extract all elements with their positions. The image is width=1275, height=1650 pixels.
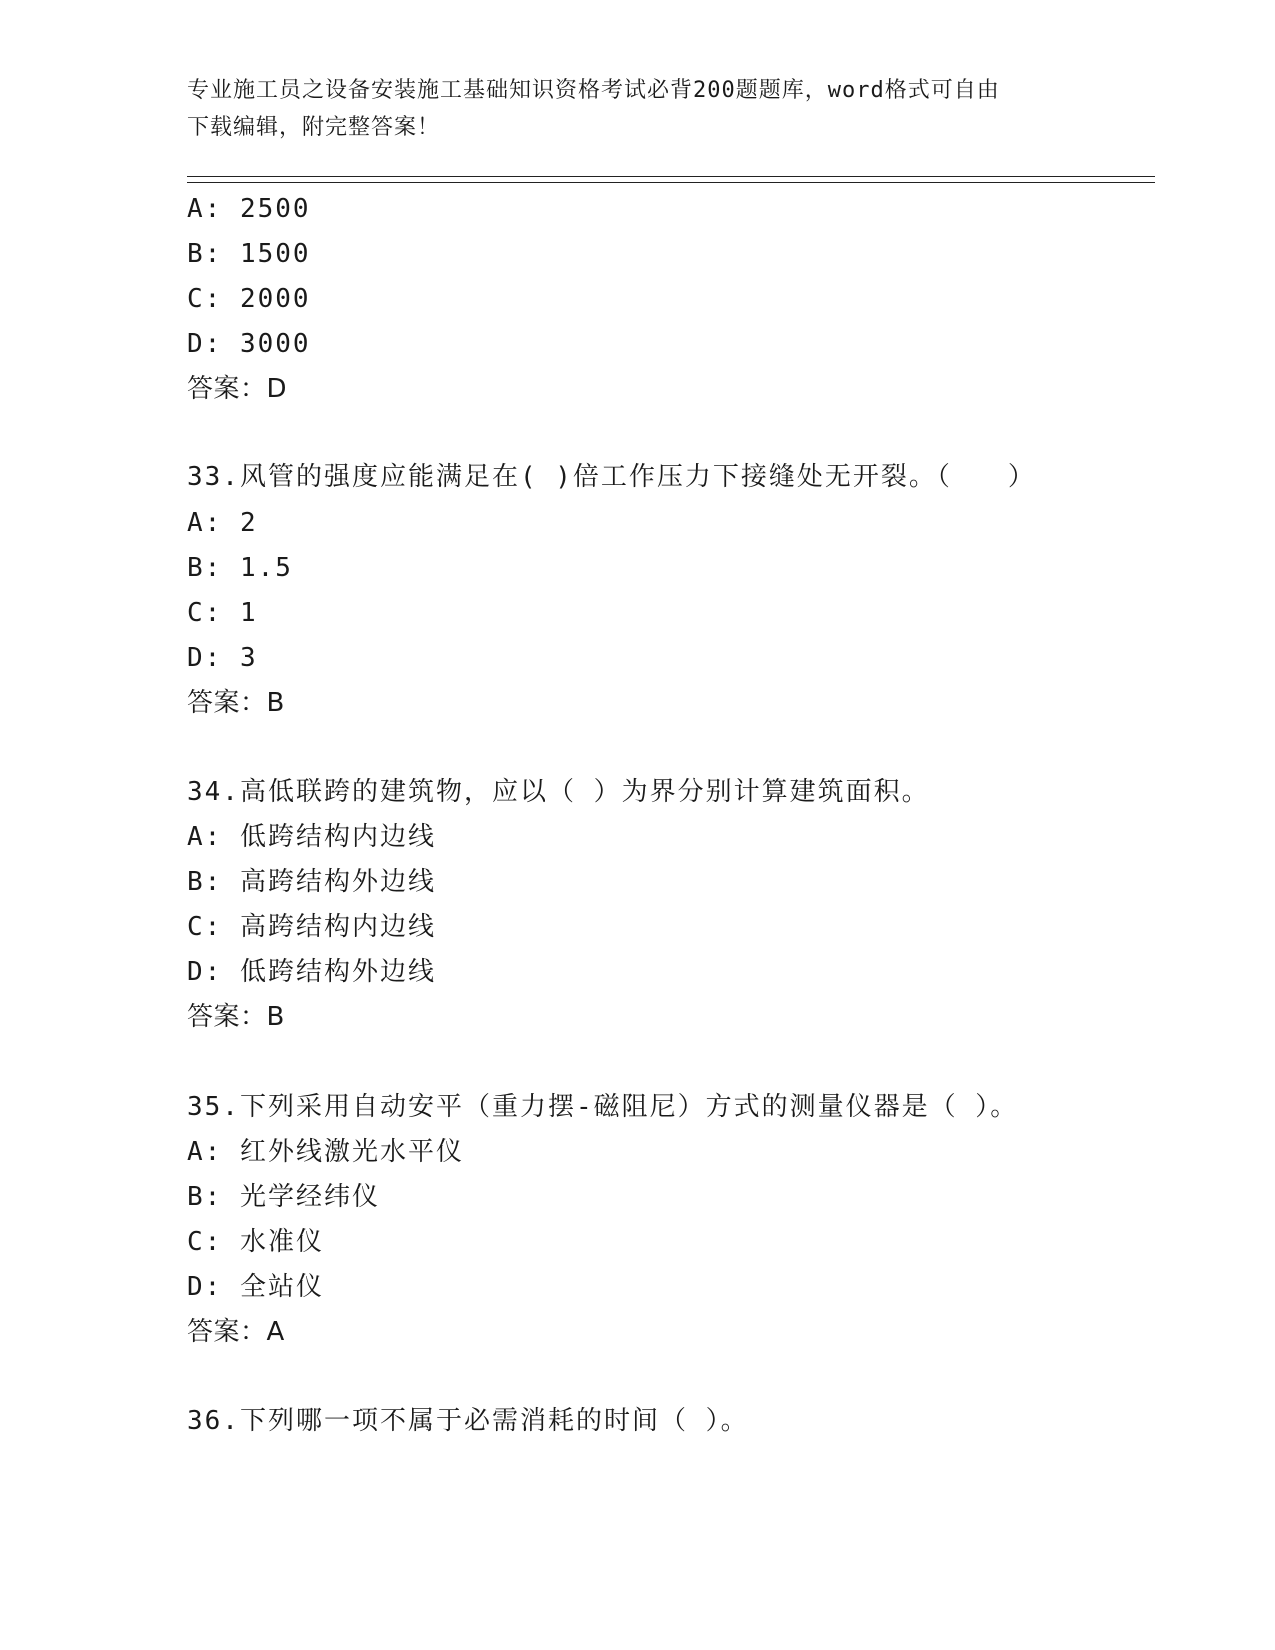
header-divider-bottom (187, 182, 1155, 183)
question-35-option-a: A: 红外线激光水平仪 (187, 1137, 464, 1167)
header-line-1: 专业施工员之设备安装施工基础知识资格考试必背200题题库，word格式可自由 (187, 78, 1000, 103)
prev-option-c: C: 2000 (187, 284, 311, 314)
question-33-option-b: B: 1.5 (187, 553, 293, 583)
question-35-option-c: C: 水准仪 (187, 1227, 324, 1257)
question-34-stem: 34.高低联跨的建筑物，应以（ ）为界分别计算建筑面积。 (187, 777, 930, 807)
question-35-answer: 答案：A (187, 1317, 285, 1347)
question-33-option-c: C: 1 (187, 598, 258, 628)
header-line-2: 下载编辑，附完整答案！ (187, 115, 441, 140)
question-34-option-a: A: 低跨结构内边线 (187, 822, 436, 852)
question-35-option-d: D: 全站仪 (187, 1272, 324, 1302)
question-34-option-c: C: 高跨结构内边线 (187, 912, 436, 942)
question-33-stem: 33.风管的强度应能满足在( )倍工作压力下接缝处无开裂。（ ） (187, 462, 1036, 492)
question-33-option-d: D: 3 (187, 643, 258, 673)
question-34-option-b: B: 高跨结构外边线 (187, 867, 436, 897)
question-35-stem: 35.下列采用自动安平（重力摆-磁阻尼）方式的测量仪器是（ ）。 (187, 1092, 1019, 1122)
header-divider-top (187, 176, 1155, 177)
prev-option-b: B: 1500 (187, 239, 311, 269)
prev-answer: 答案：D (187, 374, 288, 404)
question-36-stem: 36.下列哪一项不属于必需消耗的时间（ ）。 (187, 1406, 749, 1436)
document-header (187, 72, 1087, 146)
prev-option-a: A: 2500 (187, 194, 311, 224)
question-34-answer: 答案：B (187, 1002, 285, 1032)
prev-option-d: D: 3000 (187, 329, 311, 359)
question-35-option-b: B: 光学经纬仪 (187, 1182, 380, 1212)
question-33-option-a: A: 2 (187, 508, 258, 538)
question-33-answer: 答案：B (187, 688, 285, 718)
question-34-option-d: D: 低跨结构外边线 (187, 957, 436, 987)
